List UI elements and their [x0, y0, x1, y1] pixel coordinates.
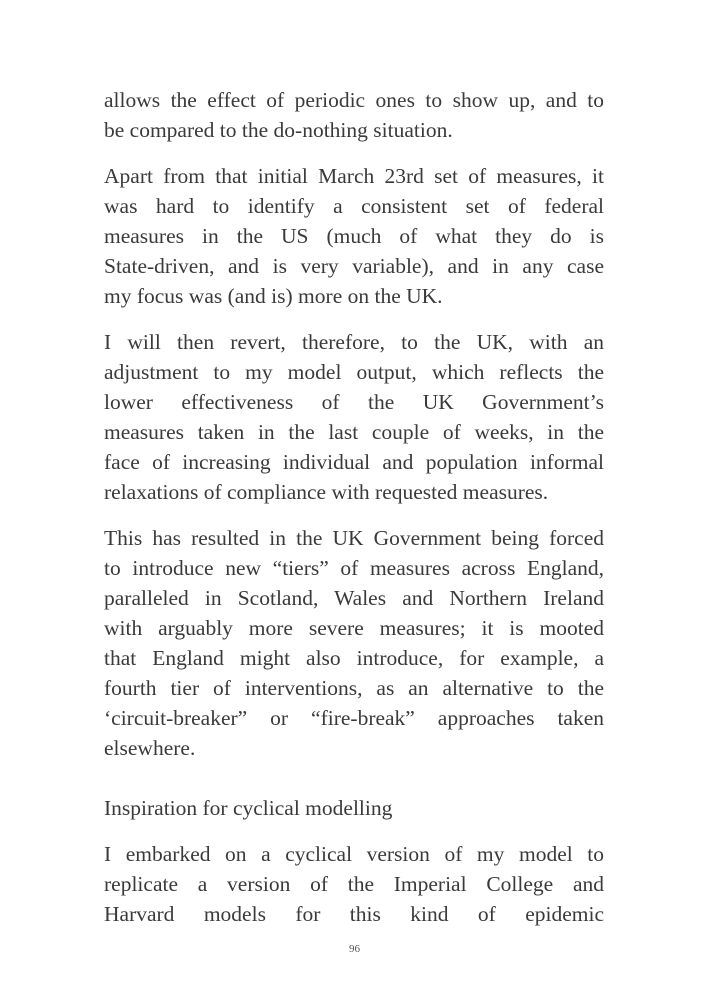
text-line: I will then revert, therefore, to the UK, with an: [104, 330, 604, 354]
text-line: measures in the US (much of what they do is: [104, 224, 604, 248]
text-line: Harvard models for this kind of epidemic: [104, 902, 604, 926]
page-body: [104, 85, 604, 945]
text-line: elsewhere.: [104, 736, 196, 760]
section-heading: Inspiration for cyclical modelling: [104, 796, 393, 820]
text-line: I embarked on a cyclical version of my model to: [104, 842, 604, 866]
text-line: paralleled in Scotland, Wales and Northern Ireland: [104, 586, 604, 610]
text-line: adjustment to my model output, which reflects the: [104, 360, 604, 384]
paragraph: [104, 161, 604, 311]
paragraph: [104, 839, 604, 929]
text-line: measures taken in the last couple of weeks, in the: [104, 420, 604, 444]
text-line: Apart from that initial March 23rd set of measures, it: [104, 164, 604, 188]
text-line: relaxations of compliance with requested measures.: [104, 480, 549, 504]
text-line: with arguably more severe measures; it is mooted: [104, 616, 604, 640]
text-line: my focus was (and is) more on the UK.: [104, 284, 443, 308]
text-line: that England might also introduce, for example, a: [104, 646, 604, 670]
paragraph: [104, 327, 604, 507]
text-line: face of increasing individual and population informal: [104, 450, 604, 474]
page-number: 96: [349, 943, 360, 955]
text-line: ‘circuit-breaker” or “fire-break” approaches taken: [104, 706, 604, 730]
text-line: This has resulted in the UK Government being forced: [104, 526, 604, 550]
text-line: to introduce new “tiers” of measures across England,: [104, 556, 604, 580]
text-line: lower effectiveness of the UK Government’s: [104, 390, 604, 414]
text-line: be compared to the do-nothing situation.: [104, 118, 453, 142]
paragraph: [104, 85, 604, 145]
text-line: was hard to identify a consistent set of federal: [104, 194, 604, 218]
text-line: allows the effect of periodic ones to show up, and to: [104, 88, 604, 112]
text-line: fourth tier of interventions, as an alternative to the: [104, 676, 604, 700]
text-line: State-driven, and is very variable), and in any case: [104, 254, 604, 278]
text-line: replicate a version of the Imperial College and: [104, 872, 604, 896]
paragraph: [104, 523, 604, 763]
